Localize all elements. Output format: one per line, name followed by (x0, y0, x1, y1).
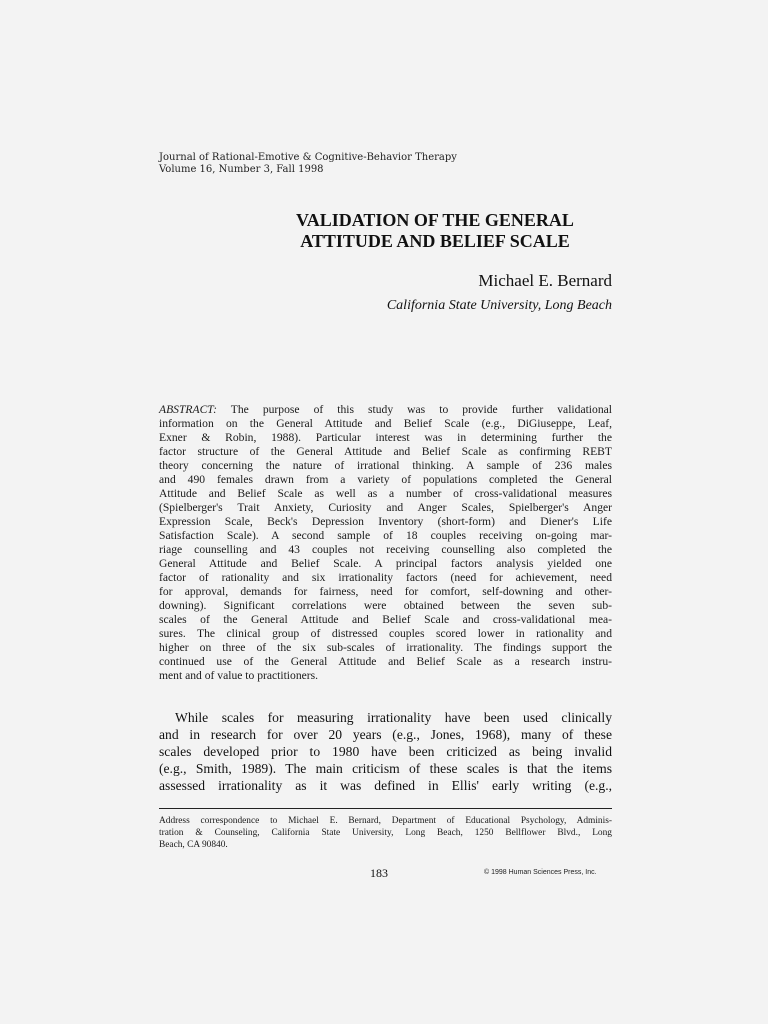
body-line: assessed irrationality as it was defined in Ellis' early writing (e.g., (159, 778, 612, 793)
abstract-line: Expression Scale, Beck's Depression Inventory (short-form) and Diener's Life (159, 515, 612, 528)
body-line: scales developed prior to 1980 have been criticized as being invalid (159, 744, 612, 759)
body-line: While scales for measuring irrationality have been used clinically (175, 710, 612, 725)
footnote-line: Address correspondence to Michael E. Bernard, Department of Educational Psychology, Adminis- (159, 816, 612, 826)
copyright-notice: © 1998 Human Sciences Press, Inc. (484, 869, 597, 876)
page-number: 183 (370, 866, 388, 880)
article-title (250, 210, 620, 252)
abstract-line: for approval, demands for fairness, need for comfort, self-downing and other- (159, 585, 612, 598)
abstract-line: General Attitude and Belief Scale. A principal factors analysis yielded one (159, 557, 612, 570)
journal-header (159, 152, 457, 176)
title-line-1: VALIDATION OF THE GENERAL (296, 210, 574, 230)
abstract-line: higher on three of the six sub-scales of irrationality. The findings support the (159, 641, 612, 654)
correspondence-footnote (159, 815, 612, 851)
abstract-line (159, 403, 612, 417)
abstract-line: factor of rationality and six irrationality factors (need for achievement, need (159, 571, 612, 584)
abstract-label: ABSTRACT: (159, 403, 217, 416)
body-line: (e.g., Smith, 1989). The main criticism of these scales is that the items (159, 761, 612, 776)
abstract-line: Exner & Robin, 1988). Particular interest was in determining further the (159, 431, 612, 444)
abstract-line: and 490 females drawn from a variety of populations completed the General (159, 473, 612, 486)
footnote-line: tration & Counseling, California State University, Long Beach, 1250 Bellflower Blvd., Long (159, 828, 612, 838)
abstract-line: downing). Significant correlations were obtained between the seven sub- (159, 599, 612, 612)
title-line-2: ATTITUDE AND BELIEF SCALE (300, 231, 570, 251)
abstract-line: (Spielberger's Trait Anxiety, Curiosity and Anger Scales, Spielberger's Anger (159, 501, 612, 514)
author-name: Michael E. Bernard (478, 271, 612, 290)
abstract-line: sures. The clinical group of distressed couples scored lower in rationality and (159, 627, 612, 640)
abstract-line: Attitude and Belief Scale as well as a number of cross-validational measures (159, 487, 612, 500)
abstract-line: ment and of value to practitioners. (159, 669, 319, 682)
footnote-divider (159, 808, 612, 809)
abstract-line: riage counselling and 43 couples not receiving counselling also completed the (159, 543, 612, 556)
footnote-line: Beach, CA 90840. (159, 840, 228, 850)
abstract-line: Satisfaction Scale). A second sample of 18 couples receiving on-going mar- (159, 529, 612, 542)
body-line: and in research for over 20 years (e.g., Jones, 1968), many of these (159, 727, 612, 742)
abstract-line: continued use of the General Attitude and Belief Scale as a research instru- (159, 655, 612, 668)
body-paragraph (159, 709, 612, 794)
abstract-line-text: The purpose of this study was to provide further validational (216, 403, 612, 416)
journal-name: Journal of Rational-Emotive & Cognitive-Behavior Therapy (159, 152, 457, 163)
abstract (159, 403, 612, 683)
journal-issue: Volume 16, Number 3, Fall 1998 (159, 164, 324, 175)
abstract-line: scales of the General Attitude and Belief Scale and cross-validational mea- (159, 613, 612, 626)
abstract-line: information on the General Attitude and Belief Scale (e.g., DiGiuseppe, Leaf, (159, 417, 612, 430)
abstract-line: factor structure of the General Attitude and Belief Scale as confirming REBT (159, 445, 612, 458)
abstract-line: theory concerning the nature of irrational thinking. A sample of 236 males (159, 459, 612, 472)
author-affiliation: California State University, Long Beach (386, 298, 612, 313)
